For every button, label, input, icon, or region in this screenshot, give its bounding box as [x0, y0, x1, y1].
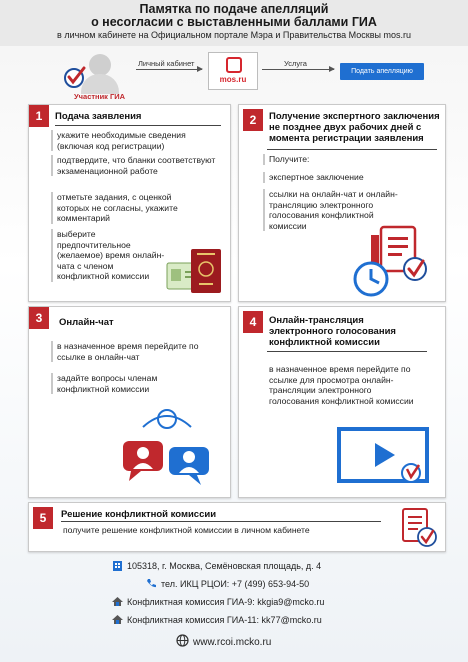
step-item: задайте вопросы членам конфликтной комиссии [51, 373, 191, 394]
header [0, 0, 468, 46]
title-line-1: Памятка по подаче апелляций [139, 2, 329, 16]
step-3-card [28, 306, 231, 498]
step-number: 5 [33, 507, 53, 529]
submission-flow [0, 46, 468, 104]
step-item: ссылки на онлайн-чат и онлайн-трансляцию электронного голосования конфликтной комиссии [263, 189, 403, 231]
service-label: Услуга [284, 59, 307, 68]
step-2-card [238, 104, 446, 302]
mos-ru-portal[interactable] [208, 52, 258, 90]
chat-bubble-icon [226, 57, 242, 73]
address-text: 105318, г. Москва, Семёновская площадь, д. 4 [127, 561, 322, 571]
address-line [0, 560, 468, 571]
globe-icon [176, 634, 189, 647]
broadcast-screen-icon [335, 425, 435, 491]
subtitle: в личном кабинете на Официальном портале Мэра и Правительства Москвы mos.ru [57, 30, 411, 40]
building-icon [112, 560, 123, 571]
portal-label: mos.ru [219, 75, 247, 84]
step-title: Онлайн-чат [59, 317, 114, 328]
house-icon [112, 614, 123, 625]
gia9-line [0, 596, 468, 607]
participant-label: Участник ГИА [74, 92, 126, 101]
step-number: 4 [243, 311, 263, 333]
step-item: получите решение конфликтной комиссии в личном кабинете [63, 525, 310, 535]
phone-text[interactable]: тел. ИКЦ РЦОИ: +7 (499) 653-94-50 [161, 579, 310, 589]
step-title: Подача заявления [55, 111, 142, 122]
website-line [0, 634, 468, 648]
video-chat-icon [109, 407, 229, 495]
step-item: Получите: [263, 154, 423, 165]
decision-document-icon [395, 507, 439, 549]
website-link[interactable]: www.rcoi.mcko.ru [193, 637, 272, 648]
gia11-text[interactable]: Конфликтная комиссия ГИА-11: kk77@mcko.ru [127, 615, 322, 625]
step-item: в назначенное время перейдите по ссылке в онлайн-чат [51, 341, 219, 362]
phone-icon [146, 578, 157, 589]
title-line-2: о несогласии с выставленными баллами ГИА [91, 15, 377, 29]
title-underline [267, 149, 437, 150]
title-underline [55, 125, 221, 126]
document-clock-icon [351, 225, 437, 299]
participant-figure [62, 50, 134, 102]
step-1-card [28, 104, 231, 302]
step-number: 3 [29, 307, 49, 329]
step-title: Получение экспертного заключения не позднее двух рабочих дней с момента регистрации заявления [269, 111, 440, 144]
gia9-text[interactable]: Конфликтная комиссия ГИА-9: kkgia9@mcko.ru [127, 597, 325, 607]
step-title: Онлайн-трансляция электронного голосования конфликтной комиссии [269, 315, 396, 348]
step-item: в назначенное время перейдите по ссылке для просмотра онлайн-трансляции электронного голосования конфликтной комиссии [269, 364, 414, 406]
arrow-to-portal [136, 69, 202, 70]
step-4-card [238, 306, 446, 498]
submit-appeal-button[interactable]: Подать апелляцию [340, 63, 424, 80]
step-number: 2 [243, 109, 263, 131]
step-number: 1 [29, 105, 49, 127]
personal-cabinet-label: Личный кабинет [138, 59, 195, 68]
step-item: подтвердите, что бланки соответствуют экзаменационной работе [51, 155, 219, 176]
step-item: укажите необходимые сведения (включая код регистрации) [51, 130, 219, 151]
checkmark-circle-icon [62, 64, 88, 90]
step-5-card [28, 502, 446, 552]
passport-icon [161, 245, 227, 299]
step-item: выберите предпочтительное (желаемое) время онлайн-чата с членом конфликтной комиссии [51, 229, 166, 282]
step-title: Решение конфликтной комиссии [61, 509, 217, 520]
title-underline [267, 351, 427, 352]
phone-line [0, 578, 468, 589]
title-underline [61, 521, 381, 522]
gia11-line [0, 614, 468, 625]
user-head-icon [89, 54, 111, 76]
step-item: экспертное заключение [263, 172, 423, 183]
house-icon [112, 596, 123, 607]
arrow-to-service [262, 69, 334, 70]
step-item: отметьте задания, с оценкой которых не согласны, укажите комментарий [51, 192, 201, 224]
